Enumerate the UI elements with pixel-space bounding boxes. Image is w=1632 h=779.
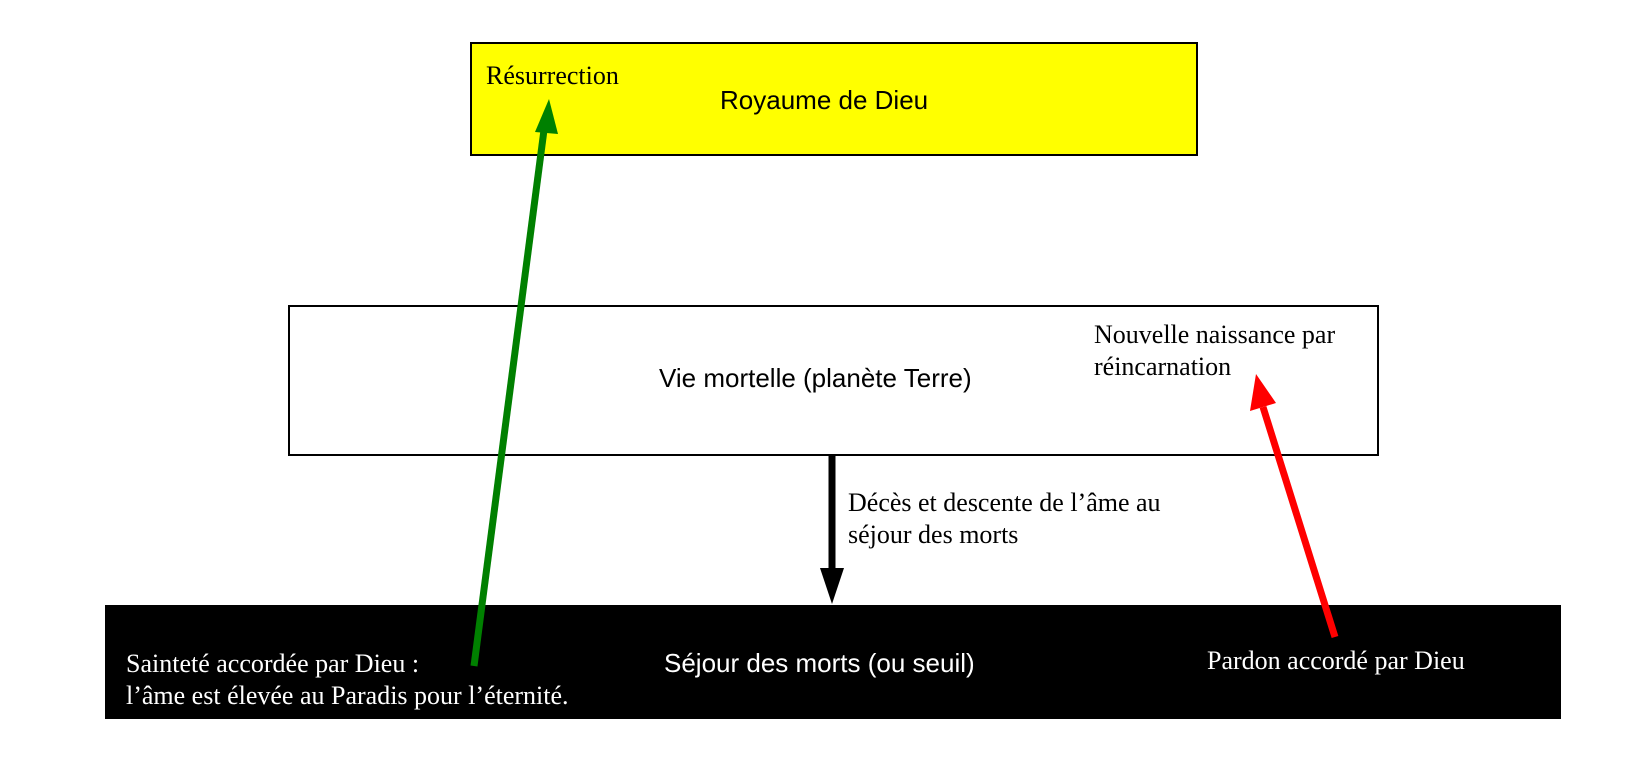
rebirth-arrow: [1250, 374, 1335, 637]
realm-of-dead-label: Séjour des morts (ou seuil): [664, 648, 975, 678]
resurrection-arrow: [474, 99, 558, 666]
resurrection-arrow-head: [535, 99, 558, 134]
rebirth-note-line-2: réincarnation: [1094, 352, 1232, 381]
rebirth-note-line-1: Nouvelle naissance par: [1094, 320, 1336, 349]
sainthood-note: [126, 648, 569, 712]
resurrection-note: Résurrection: [486, 61, 619, 90]
rebirth-arrow-shaft: [1263, 407, 1335, 637]
death-note-line-2: séjour des morts: [848, 520, 1019, 549]
death-arrow-head: [820, 568, 844, 604]
resurrection-arrow-shaft: [474, 130, 544, 666]
sainthood-note-line-1: Sainteté accordée par Dieu :: [126, 649, 420, 678]
kingdom-of-god-label: Royaume de Dieu: [720, 85, 929, 115]
death-note-line-1: Décès et descente de l’âme au: [848, 488, 1161, 517]
death-arrow: [820, 456, 844, 604]
mortal-life-label: Vie mortelle (planète Terre): [659, 363, 972, 393]
rebirth-note: [1094, 319, 1335, 383]
sainthood-note-line-2: l’âme est élevée au Paradis pour l’éternité.: [126, 681, 569, 710]
pardon-note: Pardon accordé par Dieu: [1207, 646, 1465, 675]
death-note: [848, 487, 1161, 551]
